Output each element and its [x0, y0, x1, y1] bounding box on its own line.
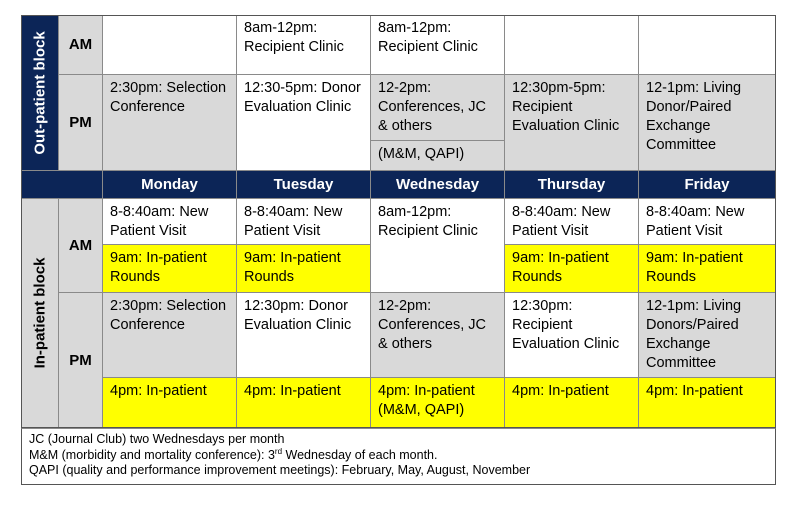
outpatient-pm-thursday: 12:30pm-5pm: Recipient Evaluation Clinic [505, 75, 639, 171]
day-header-wednesday: Wednesday [371, 171, 505, 199]
outpatient-pm-label: PM [59, 75, 103, 171]
day-header-friday: Friday [639, 171, 776, 199]
day-header-monday: Monday [103, 171, 237, 199]
inpatient-pm-label: PM [59, 293, 103, 428]
note-jc: JC (Journal Club) two Wednesdays per month [29, 432, 285, 446]
inpatient-pm-wednesday: 12-2pm: Conferences, JC & others [371, 293, 505, 378]
inpatient-4pm-thursday: 4pm: In-patient [505, 378, 639, 428]
outpatient-pm-friday: 12-1pm: Living Donor/Paired Exchange Committee [639, 75, 776, 171]
outpatient-block-label: Out-patient block [21, 15, 59, 171]
inpatient-rounds-thursday: 9am: In-patient Rounds [505, 245, 639, 293]
inpatient-rounds-monday: 9am: In-patient Rounds [103, 245, 237, 293]
note-qapi: QAPI (quality and performance improvement meetings): February, May, August, November [29, 463, 531, 477]
inpatient-am-thursday: 8-8:40am: New Patient Visit [505, 199, 639, 245]
table-border [21, 15, 776, 428]
inpatient-4pm-tuesday: 4pm: In-patient [237, 378, 371, 428]
inpatient-pm-friday: 12-1pm: Living Donors/Paired Exchange Committee [639, 293, 776, 378]
footnotes [21, 428, 776, 485]
outpatient-am-label: AM [59, 15, 103, 75]
outpatient-pm-monday: 2:30pm: Selection Conference [103, 75, 237, 171]
inpatient-am-monday: 8-8:40am: New Patient Visit [103, 199, 237, 245]
inpatient-4pm-friday: 4pm: In-patient [639, 378, 776, 428]
day-header-thursday: Thursday [505, 171, 639, 199]
inpatient-pm-thursday: 12:30pm: Recipient Evaluation Clinic [505, 293, 639, 378]
day-header-tuesday: Tuesday [237, 171, 371, 199]
outpatient-am-wednesday: 8am-12pm: Recipient Clinic [371, 15, 505, 75]
inpatient-am-label: AM [59, 199, 103, 293]
outpatient-pm-wednesday-text: 12-2pm: Conferences, JC & others [378, 80, 486, 134]
inpatient-4pm-wednesday: 4pm: In-patient (M&M, QAPI) [371, 378, 505, 428]
inpatient-4pm-monday: 4pm: In-patient [103, 378, 237, 428]
note-mm: M&M (morbidity and mortality conference): 3rd Wednesday of each month. [29, 446, 438, 462]
inpatient-rounds-friday: 9am: In-patient Rounds [639, 245, 776, 293]
inpatient-am-friday: 8-8:40am: New Patient Visit [639, 199, 776, 245]
inpatient-am-tuesday: 8-8:40am: New Patient Visit [237, 199, 371, 245]
outpatient-am-tuesday: 8am-12pm: Recipient Clinic [237, 15, 371, 75]
inpatient-am-wednesday: 8am-12pm: Recipient Clinic [371, 199, 505, 293]
outpatient-pm-tuesday: 12:30-5pm: Donor Evaluation Clinic [237, 75, 371, 171]
outpatient-pm-wednesday-extra: (M&M, QAPI) [378, 146, 465, 162]
inpatient-pm-tuesday: 12:30pm: Donor Evaluation Clinic [237, 293, 371, 378]
inpatient-rounds-tuesday: 9am: In-patient Rounds [237, 245, 371, 293]
schedule-table [21, 15, 776, 485]
inpatient-pm-monday: 2:30pm: Selection Conference [103, 293, 237, 378]
inpatient-block-label: In-patient block [21, 199, 59, 428]
